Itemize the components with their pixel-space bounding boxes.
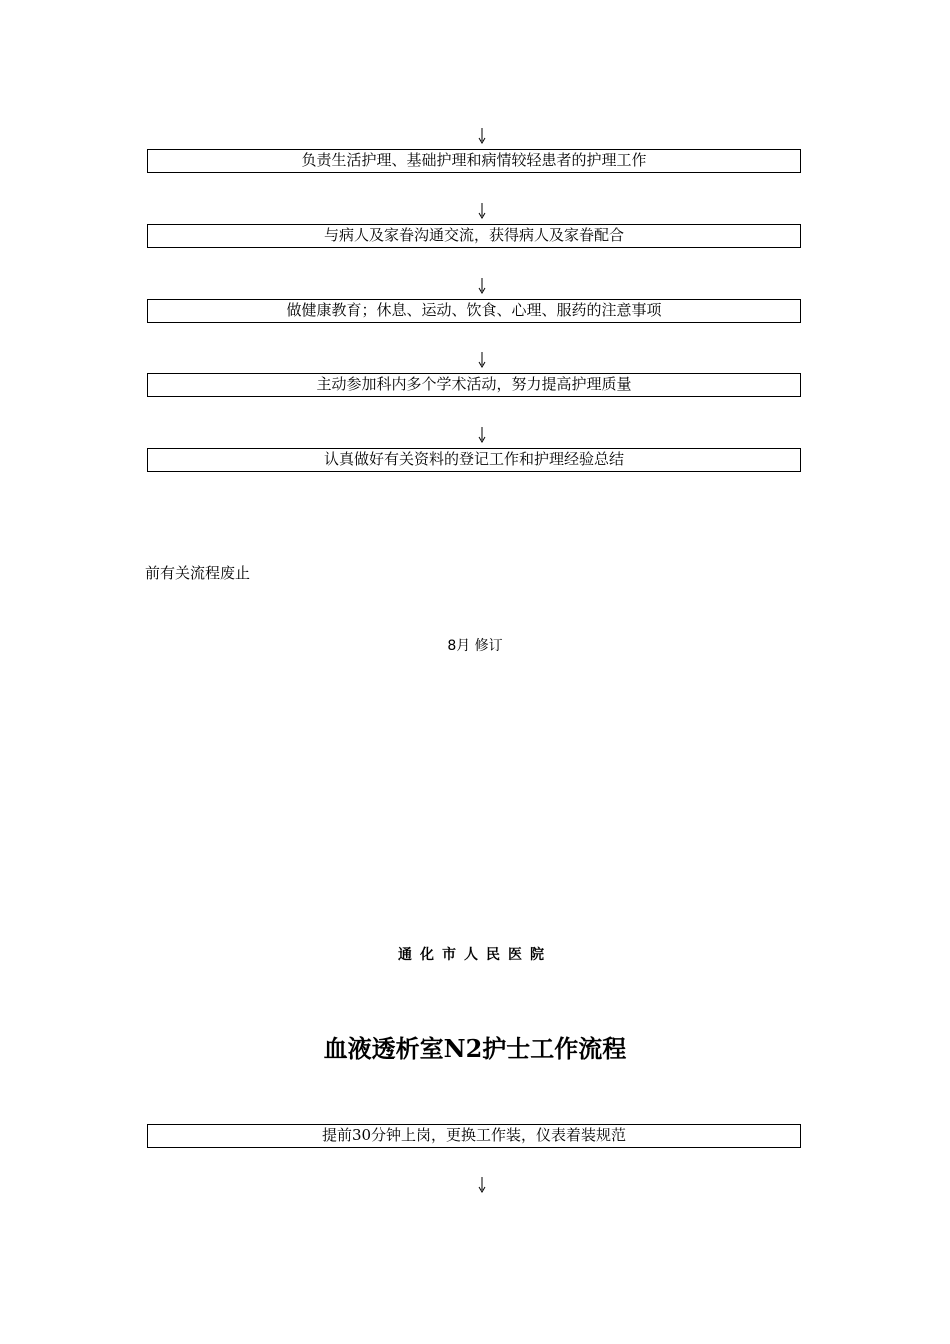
arrow-down-icon (476, 1177, 488, 1193)
flow-step-box: 认真做好有关资料的登记工作和护理经验总结 (147, 448, 801, 472)
arrow-down-icon (476, 128, 488, 144)
revision-note: 8月 修订 (447, 638, 503, 654)
arrow-down-icon (476, 352, 488, 368)
flow-step-box: 做健康教育；休息、运动、饮食、心理、服药的注意事项 (147, 299, 801, 323)
flow-step-box: 主动参加科内多个学术活动，努力提高护理质量 (147, 373, 801, 397)
flow-step-box: 与病人及家眷沟通交流，获得病人及家眷配合 (147, 224, 801, 248)
abolish-note: 前有关流程废止 (145, 564, 251, 582)
arrow-down-icon (476, 203, 488, 219)
arrow-down-icon (476, 278, 488, 294)
hospital-name: 通化市人民医院 (398, 947, 552, 963)
page-title: 血液透析室N2护士工作流程 (323, 1034, 627, 1063)
flow-step-box: 负责生活护理、基础护理和病情较轻患者的护理工作 (147, 149, 801, 173)
arrow-down-icon (476, 427, 488, 443)
flow-step-box: 提前30分钟上岗，更换工作装，仪表着装规范 (147, 1124, 801, 1148)
